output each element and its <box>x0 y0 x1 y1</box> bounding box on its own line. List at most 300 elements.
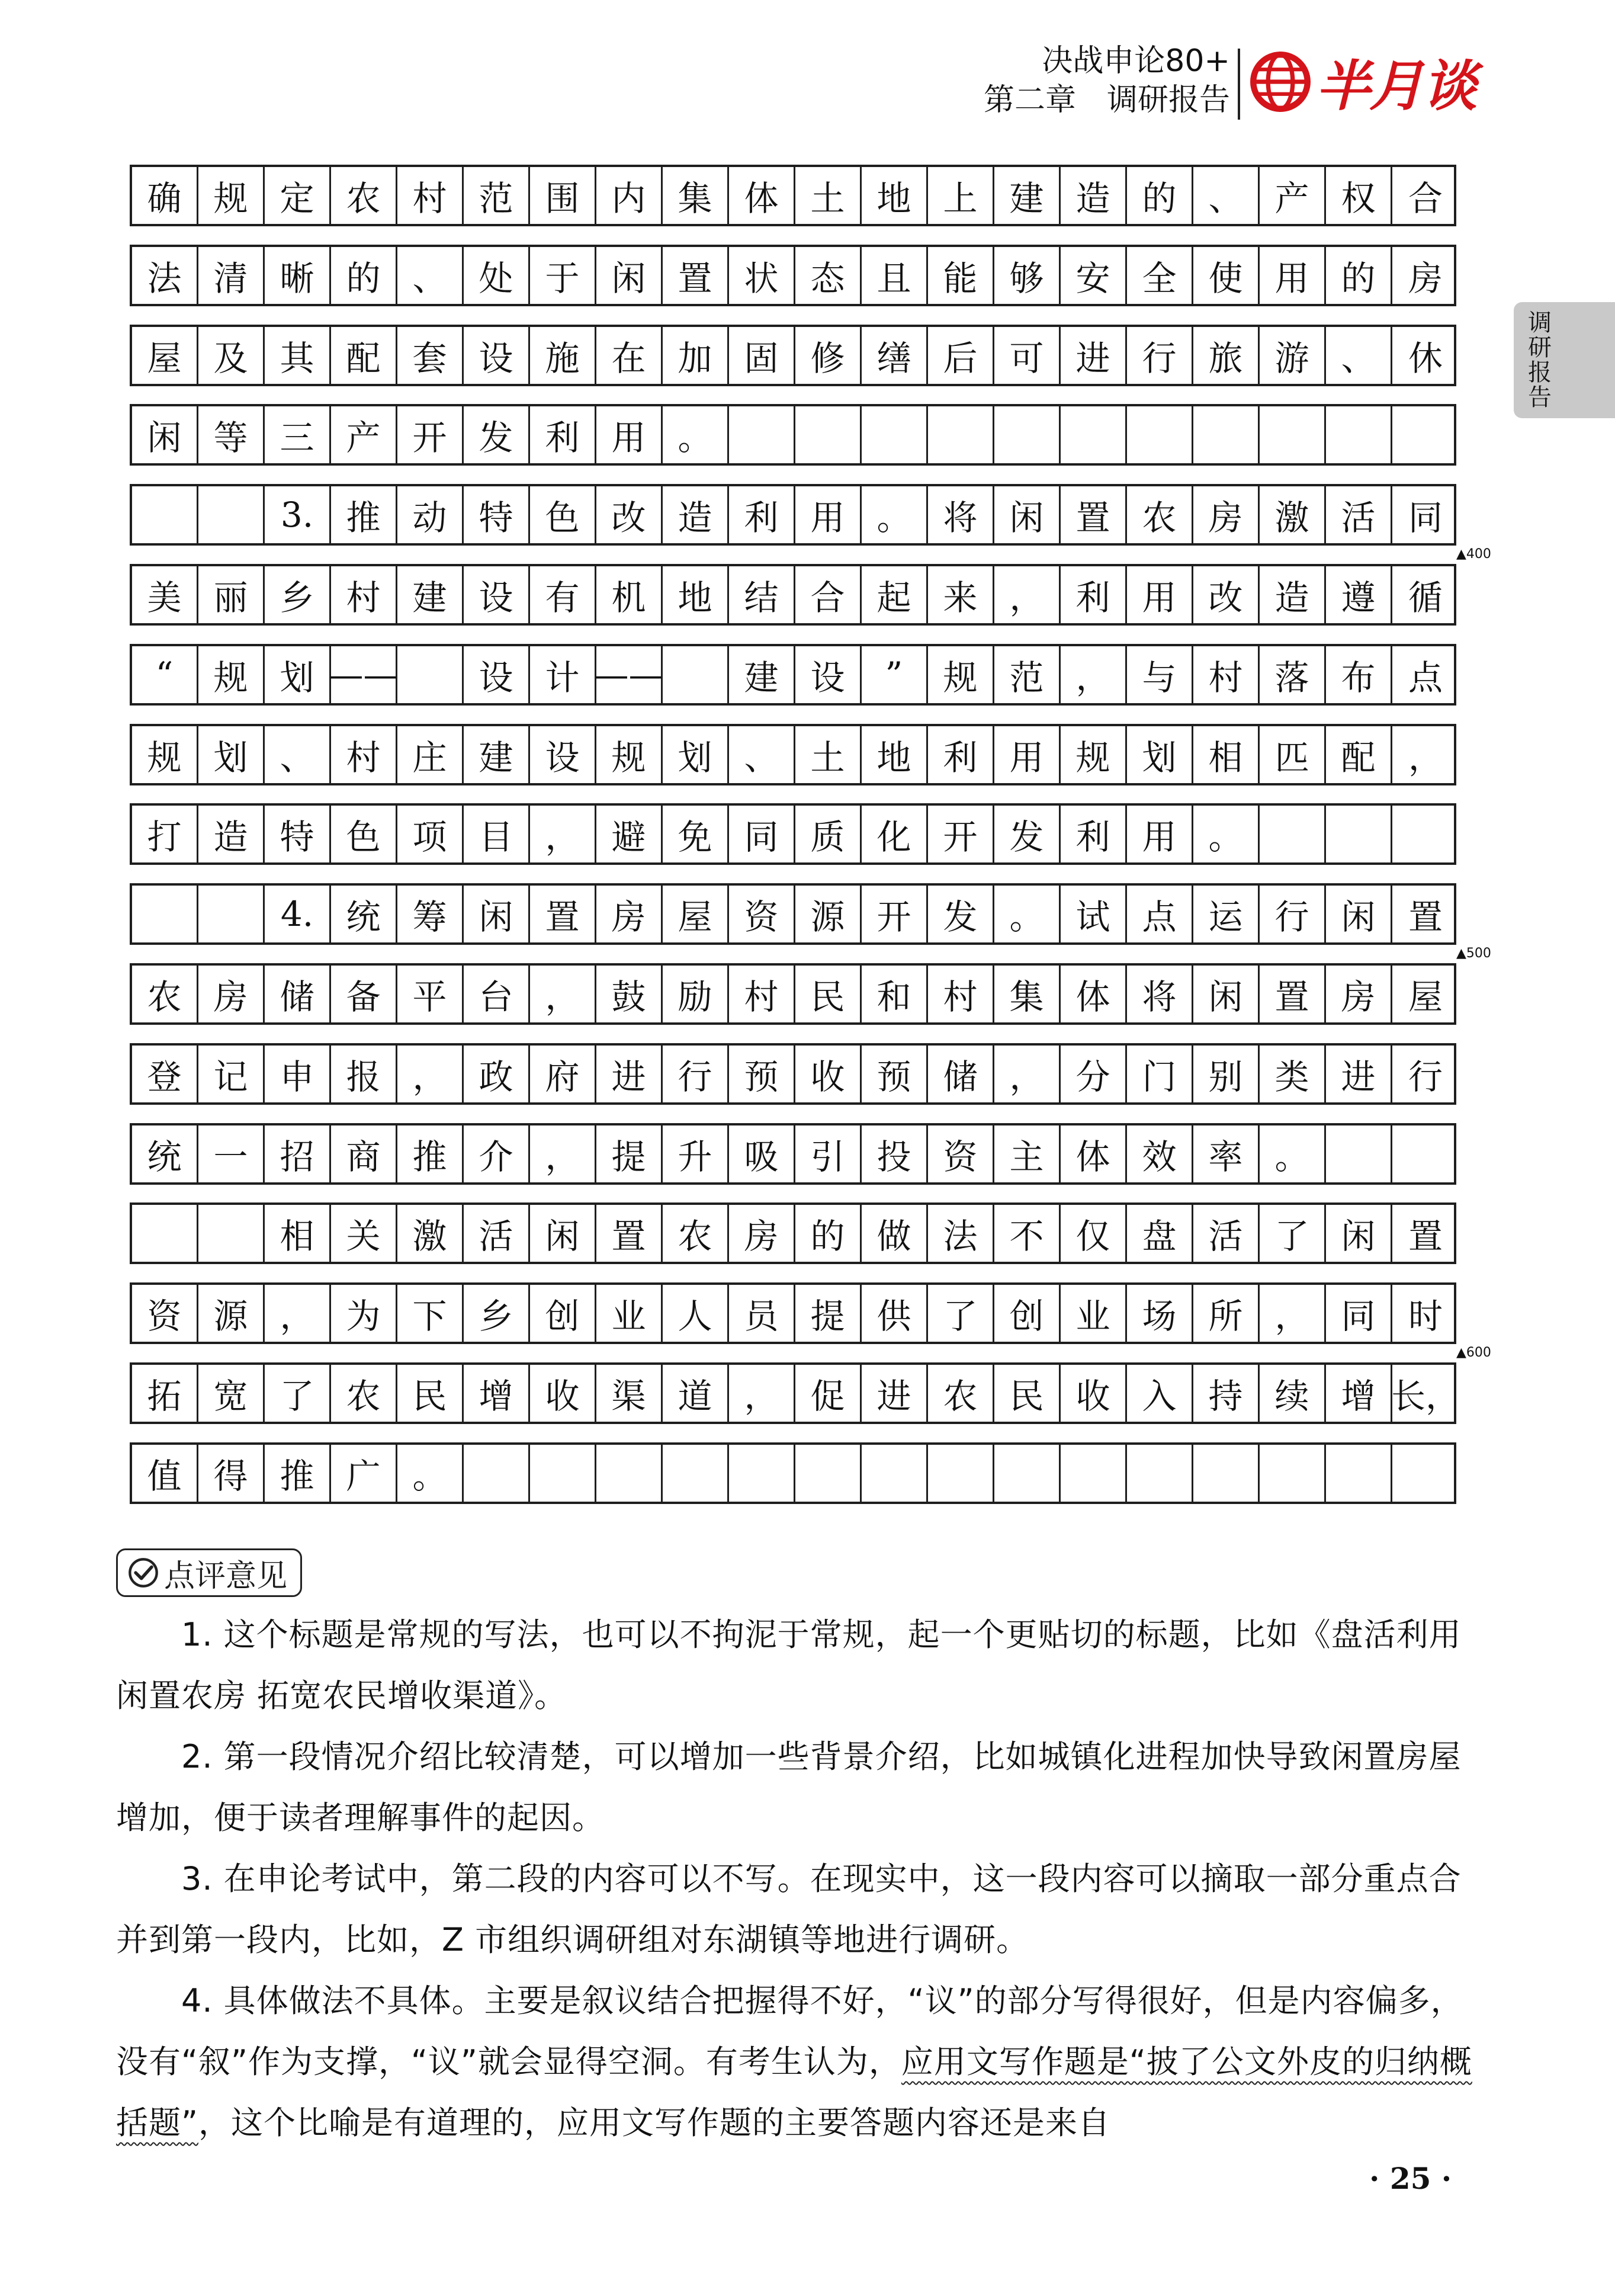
grid-cell: 点 <box>1408 657 1443 698</box>
grid-row <box>130 1442 1456 1504</box>
publisher-logo <box>1250 43 1476 121</box>
grid-cell: 划 <box>198 726 265 783</box>
grid-cell: 率 <box>1193 1125 1260 1182</box>
grid-cell: 休 <box>1408 338 1443 379</box>
grid-cell: 发 <box>928 886 994 942</box>
grid-cell: 商 <box>331 1125 397 1182</box>
grid-cell <box>132 886 198 942</box>
grid-cell: 用 <box>1127 566 1193 623</box>
grid-cell <box>397 646 464 703</box>
grid-cell: 备 <box>331 966 397 1022</box>
grid-cell: 了 <box>1260 1205 1326 1262</box>
grid-cell: 。 <box>1193 806 1260 862</box>
grid-row <box>130 564 1456 626</box>
grid-cell: 特 <box>265 806 331 862</box>
grid-cell: 升 <box>663 1125 729 1182</box>
grid-cell: 划 <box>265 646 331 703</box>
grid-cell <box>928 1445 994 1502</box>
grid-cell <box>663 646 729 703</box>
grid-cell: 房 <box>1408 258 1443 299</box>
grid-cell: ， <box>1260 1285 1326 1342</box>
grid-cell: 安 <box>1061 247 1127 304</box>
grid-cell: ” <box>862 646 928 703</box>
grid-cell: 村 <box>729 966 795 1022</box>
grid-cell <box>530 1445 596 1502</box>
comment-badge-label: 点评意见 <box>164 1558 288 1594</box>
page-number: · 25 · <box>1369 2161 1452 2196</box>
grid-cell: 置 <box>1408 1216 1443 1257</box>
grid-cell: 政 <box>464 1046 530 1102</box>
grid-cell: 状 <box>729 247 795 304</box>
grid-cell: 人 <box>663 1285 729 1342</box>
grid-cell: 色 <box>331 806 397 862</box>
grid-cell: 等 <box>198 406 265 463</box>
grid-cell: 开 <box>928 806 994 862</box>
grid-row <box>130 1043 1456 1105</box>
grid-cell: ， <box>994 1046 1061 1102</box>
grid-cell: 规 <box>198 167 265 224</box>
grid-cell: 屋 <box>1408 977 1443 1017</box>
grid-cell: 能 <box>928 247 994 304</box>
grid-cell: 设 <box>530 726 596 783</box>
grid-cell: 设 <box>464 566 530 623</box>
grid-cell <box>1127 1445 1193 1502</box>
grid-cell: 得 <box>198 1445 265 1502</box>
grid-cell: 宽 <box>198 1365 265 1422</box>
grid-cell: 时 <box>1408 1296 1443 1337</box>
grid-cell: 目 <box>464 806 530 862</box>
grid-cell <box>663 1445 729 1502</box>
grid-cell <box>1260 1445 1326 1502</box>
grid-cell: 将 <box>928 486 994 543</box>
grid-cell: 、 <box>1193 167 1260 224</box>
grid-cell: 储 <box>265 966 331 1022</box>
grid-cell: 房 <box>596 886 663 942</box>
grid-cell: 利 <box>729 486 795 543</box>
grid-row <box>130 644 1456 706</box>
grid-cell: 范 <box>994 646 1061 703</box>
grid-cell: 村 <box>1193 646 1260 703</box>
grid-cell: ， <box>265 1285 331 1342</box>
grid-cell: 试 <box>1061 886 1127 942</box>
grid-cell: 同 <box>1326 1285 1392 1342</box>
grid-cell: 布 <box>1326 646 1392 703</box>
grid-cell: 运 <box>1193 886 1260 942</box>
grid-cell: 值 <box>132 1445 198 1502</box>
grid-cell: 庄 <box>397 726 464 783</box>
grid-cell <box>994 1445 1061 1502</box>
grid-cell: 发 <box>464 406 530 463</box>
grid-cell <box>1326 806 1392 862</box>
grid-cell: 处 <box>464 247 530 304</box>
grid-cell: 3. <box>265 486 331 543</box>
grid-cell: 的 <box>1326 247 1392 304</box>
grid-cell: 晰 <box>265 247 331 304</box>
grid-cell: 推 <box>397 1125 464 1182</box>
grid-cell: 源 <box>198 1285 265 1342</box>
grid-cell: 划 <box>1127 726 1193 783</box>
grid-cell: 收 <box>530 1365 596 1422</box>
grid-cell: 免 <box>663 806 729 862</box>
grid-cell: 农 <box>331 1365 397 1422</box>
grid-cell: 改 <box>596 486 663 543</box>
grid-cell <box>862 406 928 463</box>
grid-cell: 且 <box>862 247 928 304</box>
grid-cell: 利 <box>928 726 994 783</box>
grid-cell: 统 <box>331 886 397 942</box>
grid-cell: 开 <box>397 406 464 463</box>
grid-cell: 地 <box>862 726 928 783</box>
grid-cell <box>729 1445 795 1502</box>
grid-row <box>130 1202 1456 1264</box>
grid-cell: 全 <box>1127 247 1193 304</box>
grid-cell: 将 <box>1127 966 1193 1022</box>
grid-cell: 招 <box>265 1125 331 1182</box>
grid-cell: 为 <box>331 1285 397 1342</box>
grid-cell: 同 <box>729 806 795 862</box>
grid-cell: 的 <box>1127 167 1193 224</box>
grid-cell: 套 <box>397 327 464 384</box>
grid-cell: 合 <box>795 566 862 623</box>
grid-cell: 进 <box>1061 327 1127 384</box>
grid-cell: 储 <box>928 1046 994 1102</box>
grid-cell: 长， <box>1391 1376 1460 1416</box>
grid-cell: 资 <box>132 1285 198 1342</box>
grid-cell <box>1392 1445 1459 1502</box>
grid-cell: 做 <box>862 1205 928 1262</box>
grid-cell: 推 <box>331 486 397 543</box>
grid-cell: 记 <box>198 1046 265 1102</box>
book-title: 决战申论80+ <box>1042 43 1230 79</box>
chapter-title: 第二章 调研报告 <box>983 82 1230 118</box>
check-icon <box>127 1557 159 1589</box>
grid-cell <box>729 406 795 463</box>
grid-cell: 场 <box>1127 1285 1193 1342</box>
grid-cell: 乡 <box>265 566 331 623</box>
grid-cell: 美 <box>132 566 198 623</box>
grid-row <box>130 1362 1460 1424</box>
grid-cell: 动 <box>397 486 464 543</box>
grid-cell: 的 <box>795 1205 862 1262</box>
grid-cell <box>862 1445 928 1502</box>
grid-cell: 造 <box>663 486 729 543</box>
grid-cell: 活 <box>1326 486 1392 543</box>
grid-cell: 主 <box>994 1125 1061 1182</box>
grid-cell: 创 <box>994 1285 1061 1342</box>
grid-cell: 提 <box>795 1285 862 1342</box>
grid-cell: 地 <box>663 566 729 623</box>
grid-cell <box>464 1445 530 1502</box>
grid-cell: 收 <box>795 1046 862 1102</box>
grid-cell: ， <box>729 1365 795 1422</box>
grid-cell: ， <box>1061 646 1127 703</box>
grid-cell <box>198 886 265 942</box>
grid-cell: 化 <box>862 806 928 862</box>
grid-cell: 拓 <box>132 1365 198 1422</box>
grid-cell: 民 <box>994 1365 1061 1422</box>
grid-row <box>130 963 1456 1025</box>
grid-cell: 闲 <box>994 486 1061 543</box>
grid-cell <box>1326 406 1392 463</box>
grid-cell: 确 <box>132 167 198 224</box>
grid-cell: 。 <box>397 1445 464 1502</box>
grid-cell: 固 <box>729 327 795 384</box>
comment-paragraph-2: 2. 第一段情况介绍比较清楚，可以增加一些背景介绍，比如城镇化进程加快导致闲置房屋增加，便于读者理解事件的起因。 <box>116 1738 1462 1836</box>
grid-cell <box>1392 406 1459 463</box>
grid-cell: 资 <box>928 1125 994 1182</box>
grid-cell: 体 <box>1061 966 1127 1022</box>
grid-cell <box>132 486 198 543</box>
grid-row <box>130 245 1456 306</box>
grid-cell <box>198 486 265 543</box>
grid-cell: 相 <box>1193 726 1260 783</box>
grid-cell: 资 <box>729 886 795 942</box>
grid-cell: 围 <box>530 167 596 224</box>
grid-cell: 。 <box>1260 1125 1326 1182</box>
word-count-marker: ▲400 <box>1456 547 1491 562</box>
grid-cell: 用 <box>596 406 663 463</box>
grid-cell: 下 <box>397 1285 464 1342</box>
grid-cell: 。 <box>663 406 729 463</box>
logo-text: 半月谈 <box>1316 54 1476 118</box>
grid-cell: 设 <box>795 646 862 703</box>
grid-cell: 分 <box>1061 1046 1127 1102</box>
grid-row <box>130 803 1456 865</box>
grid-cell: —— <box>331 646 397 703</box>
grid-cell <box>1127 406 1193 463</box>
grid-cell: 引 <box>795 1125 862 1182</box>
grid-cell: 特 <box>464 486 530 543</box>
globe-icon <box>1250 51 1311 113</box>
grid-cell: 渠 <box>596 1365 663 1422</box>
grid-cell: 设 <box>464 327 530 384</box>
grid-cell: 旅 <box>1193 327 1260 384</box>
grid-cell: 匹 <box>1260 726 1326 783</box>
grid-cell: 规 <box>928 646 994 703</box>
grid-cell: 权 <box>1326 167 1392 224</box>
grid-cell: 缮 <box>862 327 928 384</box>
grid-row <box>130 1282 1456 1344</box>
grid-row <box>130 883 1456 945</box>
grid-cell: 鼓 <box>596 966 663 1022</box>
grid-cell: 行 <box>663 1046 729 1102</box>
grid-cell: 起 <box>862 566 928 623</box>
grid-cell: 屋 <box>132 327 198 384</box>
grid-cell: 于 <box>530 247 596 304</box>
grid-cell <box>795 1445 862 1502</box>
grid-cell: 提 <box>596 1125 663 1182</box>
grid-cell: 闲 <box>1326 886 1392 942</box>
grid-cell: 房 <box>729 1205 795 1262</box>
grid-cell: 增 <box>1326 1365 1392 1422</box>
grid-cell: “ <box>132 646 198 703</box>
grid-cell: —— <box>596 646 663 703</box>
grid-cell: 同 <box>1408 498 1443 538</box>
grid-cell: 相 <box>265 1205 331 1262</box>
grid-cell <box>1392 1125 1459 1182</box>
grid-cell: 屋 <box>663 886 729 942</box>
grid-cell: 民 <box>397 1365 464 1422</box>
grid-cell: 。 <box>862 486 928 543</box>
grid-row <box>130 1123 1456 1185</box>
grid-cell: 府 <box>530 1046 596 1102</box>
grid-cell: 质 <box>795 806 862 862</box>
grid-cell: 增 <box>464 1365 530 1422</box>
comment-p4-underlined: 应用文写作题是“披了公文外皮的归纳概括题” <box>116 2043 1472 2141</box>
grid-cell: 规 <box>1061 726 1127 783</box>
grid-cell: 创 <box>530 1285 596 1342</box>
comment-badge <box>116 1548 302 1597</box>
grid-cell: 进 <box>862 1365 928 1422</box>
comment-paragraph-4 <box>116 1970 1478 2153</box>
grid-cell: 来 <box>928 566 994 623</box>
grid-cell: 闲 <box>132 406 198 463</box>
grid-cell: 农 <box>132 966 198 1022</box>
grid-cell: 激 <box>1260 486 1326 543</box>
grid-cell: 置 <box>1260 966 1326 1022</box>
grid-cell: 活 <box>464 1205 530 1262</box>
grid-cell: 、 <box>729 726 795 783</box>
grid-cell: 激 <box>397 1205 464 1262</box>
grid-cell: 置 <box>596 1205 663 1262</box>
grid-cell: 态 <box>795 247 862 304</box>
grid-cell: 乡 <box>464 1285 530 1342</box>
grid-cell: 介 <box>464 1125 530 1182</box>
grid-cell: 改 <box>1193 566 1260 623</box>
grid-cell: 收 <box>1061 1365 1127 1422</box>
grid-cell: 房 <box>1326 966 1392 1022</box>
grid-cell: 加 <box>663 327 729 384</box>
grid-cell: 上 <box>928 167 994 224</box>
grid-cell: 农 <box>928 1365 994 1422</box>
grid-cell: ， <box>994 566 1061 623</box>
grid-cell: 造 <box>1061 167 1127 224</box>
grid-cell: 产 <box>331 406 397 463</box>
grid-cell: 闲 <box>1193 966 1260 1022</box>
grid-cell: 筹 <box>397 886 464 942</box>
grid-cell: 统 <box>132 1125 198 1182</box>
grid-cell: 及 <box>198 327 265 384</box>
grid-cell: 了 <box>265 1365 331 1422</box>
grid-cell: 仅 <box>1061 1205 1127 1262</box>
grid-cell: ， <box>397 1046 464 1102</box>
grid-cell <box>596 1445 663 1502</box>
grid-cell: 、 <box>265 726 331 783</box>
header-divider <box>1238 49 1240 120</box>
grid-cell: 入 <box>1127 1365 1193 1422</box>
grid-cell: 设 <box>464 646 530 703</box>
grid-cell: 闲 <box>464 886 530 942</box>
grid-cell: 村 <box>331 566 397 623</box>
grid-cell: 范 <box>464 167 530 224</box>
grid-cell: 循 <box>1408 578 1443 618</box>
grid-cell: 使 <box>1193 247 1260 304</box>
grid-cell: 落 <box>1260 646 1326 703</box>
grid-cell: 置 <box>1408 897 1443 938</box>
grid-cell: 进 <box>1326 1046 1392 1102</box>
grid-cell: 产 <box>1260 167 1326 224</box>
grid-cell: 体 <box>729 167 795 224</box>
grid-cell: 台 <box>464 966 530 1022</box>
grid-cell: 行 <box>1127 327 1193 384</box>
grid-cell: 业 <box>596 1285 663 1342</box>
grid-cell: 修 <box>795 327 862 384</box>
grid-cell: 吸 <box>729 1125 795 1182</box>
grid-cell: 利 <box>1061 806 1127 862</box>
grid-row <box>130 165 1456 226</box>
grid-cell: 游 <box>1260 327 1326 384</box>
grid-cell: 合 <box>1408 178 1443 219</box>
grid-cell: 投 <box>862 1125 928 1182</box>
grid-cell: 闲 <box>1326 1205 1392 1262</box>
grid-cell: 申 <box>265 1046 331 1102</box>
grid-cell: 建 <box>994 167 1061 224</box>
grid-row <box>130 325 1456 386</box>
grid-cell: 法 <box>928 1205 994 1262</box>
grid-cell: 土 <box>795 167 862 224</box>
grid-cell <box>1326 1125 1392 1182</box>
grid-cell: 清 <box>198 247 265 304</box>
grid-cell: 点 <box>1127 886 1193 942</box>
grid-cell: 色 <box>530 486 596 543</box>
grid-cell: 源 <box>795 886 862 942</box>
grid-cell: 供 <box>862 1285 928 1342</box>
grid-cell: 持 <box>1193 1365 1260 1422</box>
grid-cell <box>1326 1445 1392 1502</box>
grid-cell: 体 <box>1061 1125 1127 1182</box>
comment-p4-end: ，这个比喻是有道理的，应用文写作题的主要答题内容还是来自 <box>198 2104 1110 2141</box>
grid-cell: 行 <box>1408 1056 1443 1097</box>
grid-cell: 置 <box>530 886 596 942</box>
word-count-marker: ▲600 <box>1456 1345 1491 1361</box>
grid-cell: 建 <box>397 566 464 623</box>
comment-p4-start: 4. 具体做法不具体。主要是叙议结合把握得不好，“议”的部分写得很好，但是内容偏多，没有“叙”作为支撑，“议”就会显得空洞。有考生认为， <box>116 1982 1463 2080</box>
grid-cell: 行 <box>1260 886 1326 942</box>
grid-cell: 平 <box>397 966 464 1022</box>
grid-cell: 预 <box>862 1046 928 1102</box>
grid-cell: 后 <box>928 327 994 384</box>
grid-cell: 、 <box>397 247 464 304</box>
grid-cell <box>1061 406 1127 463</box>
grid-cell: 计 <box>530 646 596 703</box>
grid-cell: 活 <box>1193 1205 1260 1262</box>
grid-cell: 集 <box>994 966 1061 1022</box>
grid-cell: ， <box>530 966 596 1022</box>
grid-cell: 进 <box>596 1046 663 1102</box>
grid-cell: 利 <box>1061 566 1127 623</box>
grid-cell <box>928 406 994 463</box>
grid-cell: 置 <box>1061 486 1127 543</box>
grid-cell: 的 <box>331 247 397 304</box>
grid-cell: 配 <box>1326 726 1392 783</box>
grid-cell <box>795 406 862 463</box>
grid-cell: 其 <box>265 327 331 384</box>
word-count-marker: ▲500 <box>1456 946 1491 961</box>
side-tab-label: 调研报告 <box>1528 309 1552 411</box>
grid-cell: 定 <box>265 167 331 224</box>
grid-cell: 类 <box>1260 1046 1326 1102</box>
grid-cell <box>994 406 1061 463</box>
grid-cell: 用 <box>1127 806 1193 862</box>
grid-cell: 结 <box>729 566 795 623</box>
grid-cell: ， <box>1408 737 1443 778</box>
grid-cell: 励 <box>663 966 729 1022</box>
grid-cell: 报 <box>331 1046 397 1102</box>
grid-cell: 划 <box>663 726 729 783</box>
grid-cell: 不 <box>994 1205 1061 1262</box>
chapter-side-tab <box>1514 302 1615 418</box>
grid-cell: 集 <box>663 167 729 224</box>
